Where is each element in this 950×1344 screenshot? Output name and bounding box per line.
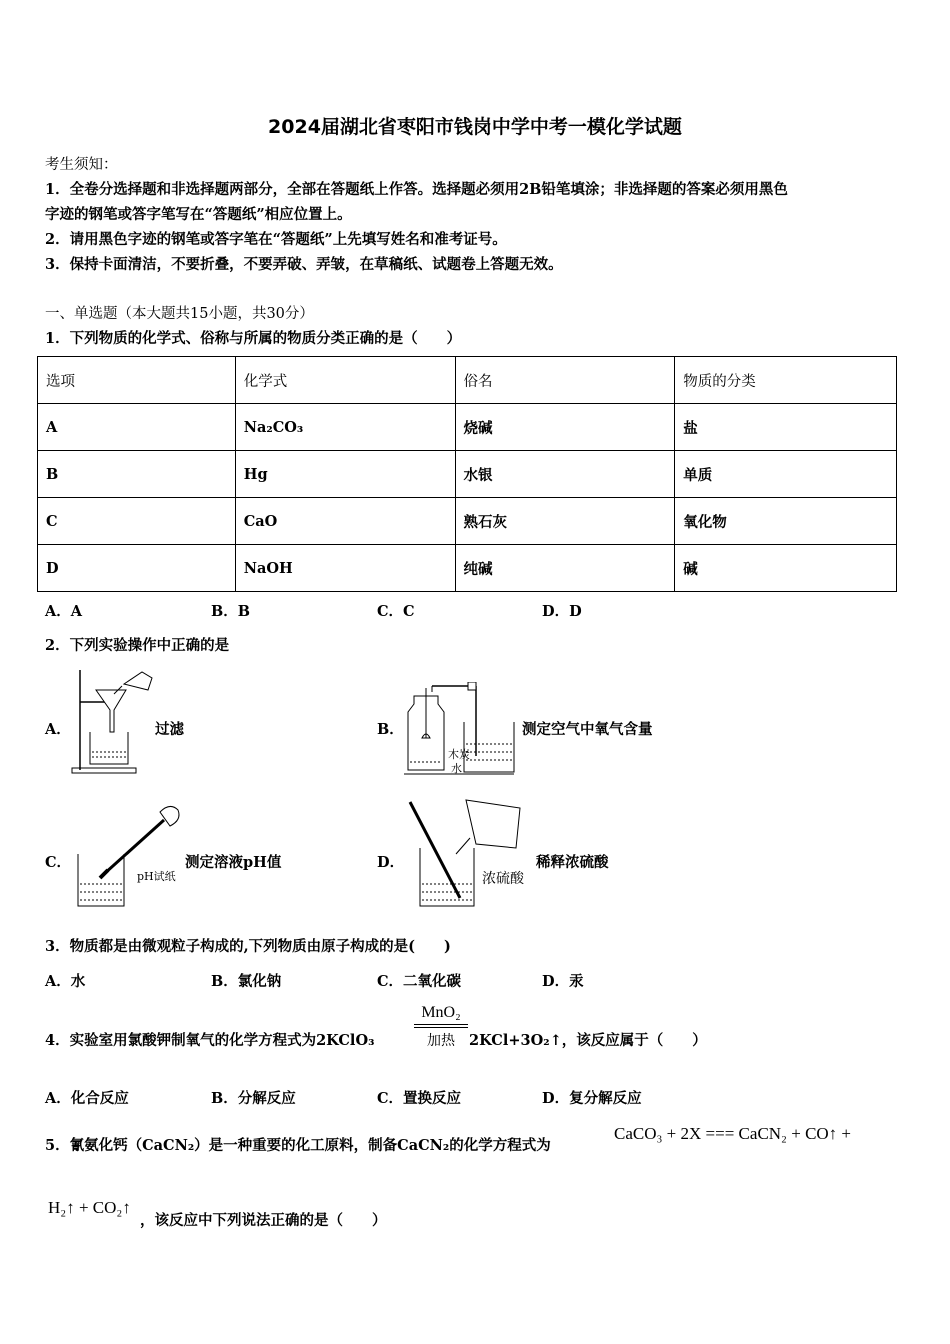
q1-table [37,356,897,592]
q2-option-d-letter: D． [377,854,405,871]
table-cell: Na₂CO₃ [235,404,455,451]
table-row [38,498,897,545]
notice-item: 1．全卷分选择题和非选择题两部分，全部在答题纸上作答。选择题必须用2B铅笔填涂；非选择题的答案必须用黑色 [45,181,788,198]
table-header-cell: 物质的分类 [675,357,897,404]
q2-option-d-tag: 浓硫酸 [482,871,524,887]
q4-option-b: B．分解反应 [211,1090,296,1107]
table-header-row [38,357,897,404]
q3-option-d: D．汞 [542,973,584,990]
table-cell: 熟石灰 [455,498,675,545]
q4-reaction-condition [414,1004,468,1050]
ph-test-apparatus-icon [74,798,186,910]
q3-option-c: C．二氧化碳 [377,973,462,990]
q4-stem-pre: 4．实验室用氯酸钾制氧气的化学方程式为2KClO₃ [45,1032,375,1049]
notice-item: 字迹的钢笔或答字笔写在“答题纸”相应位置上。 [45,206,352,223]
filtration-apparatus-icon [68,662,158,777]
table-cell: 氧化物 [675,498,897,545]
q3-option-b: B．氯化钠 [211,973,282,990]
table-cell: 碱 [675,545,897,592]
table-cell: 水银 [455,451,675,498]
exam-title: 2024届湖北省枣阳市钱岗中学中考一模化学试题 [268,116,682,138]
notice-item: 3．保持卡面清洁，不要折叠，不要弄破、弄皱，在草稿纸、试题卷上答题无效。 [45,256,563,273]
notice-item: 2．请用黑色字迹的钢笔或答字笔在“答题纸”上先填写姓名和准考证号。 [45,231,507,248]
table-cell: 纯碱 [455,545,675,592]
table-cell: A [38,404,236,451]
table-cell: Hg [235,451,455,498]
q1-option-a: A．A [45,603,83,620]
q4-option-a: A．化合反应 [45,1090,129,1107]
q5-equation-cont: H₂↑ + CO₂↑ [48,1198,131,1217]
table-cell: 烧碱 [455,404,675,451]
table-header-cell: 俗名 [455,357,675,404]
table-row [38,545,897,592]
q2-option-c-tag: pH试纸 [137,870,176,883]
q2-option-c-label: 测定溶液pH值 [185,854,282,871]
table-cell: 盐 [675,404,897,451]
table-row [38,451,897,498]
q4-stem-post: 2KCl+3O₂↑，该反应属于（ ） [469,1032,707,1049]
q4-option-d: D．复分解反应 [542,1090,642,1107]
q5-stem-post: ，该反应中下列说法正确的是（ ） [140,1212,387,1229]
q2-option-b-tag-charcoal: 木炭 [448,748,470,761]
q1-option-c: C．C [377,603,415,620]
q3-option-a: A．水 [45,973,86,990]
q2-option-b-label: 测定空气中氧气含量 [522,721,653,738]
q2-option-b-tag-water: 水 [451,762,462,775]
table-cell: CaO [235,498,455,545]
section-heading: 一、单选题（本大题共15小题，共30分） [45,306,314,322]
q2-option-b-letter: B． [377,721,404,738]
q1-stem: 1．下列物质的化学式、俗称与所属的物质分类正确的是（ ） [45,330,462,347]
table-header-cell: 化学式 [235,357,455,404]
q1-option-b: B．B [211,603,251,620]
q2-stem: 2．下列实验操作中正确的是 [45,637,230,654]
table-header-cell: 选项 [38,357,236,404]
q5-equation: CaCO₃ + 2X === CaCN₂ + CO↑ + [614,1124,852,1143]
q5-stem: 5．氰氨化钙（CaCN₂）是一种重要的化工原料，制备CaCN₂的化学方程式为 [45,1137,551,1154]
q2-option-c-letter: C． [45,854,72,871]
q2-option-d-label: 稀释浓硫酸 [536,854,609,871]
dilute-acid-apparatus-icon [400,798,530,910]
table-row [38,404,897,451]
table-cell: 单质 [675,451,897,498]
q4-catalyst: MnO₂ [421,1004,461,1021]
table-cell: D [38,545,236,592]
q4-heat: 加热 [427,1033,455,1049]
q4-equals-sign [414,1024,468,1028]
q4-option-c: C．置换反应 [377,1090,462,1107]
table-cell: C [38,498,236,545]
q2-option-a-label: 过滤 [155,721,184,738]
table-cell: B [38,451,236,498]
table-cell: NaOH [235,545,455,592]
q1-option-d: D．D [542,603,582,620]
notice-heading: 考生须知： [45,157,118,173]
q3-stem: 3．物质都是由微观粒子构成的,下列物质由原子构成的是( ) [45,938,451,955]
q2-option-a-letter: A． [45,721,71,738]
